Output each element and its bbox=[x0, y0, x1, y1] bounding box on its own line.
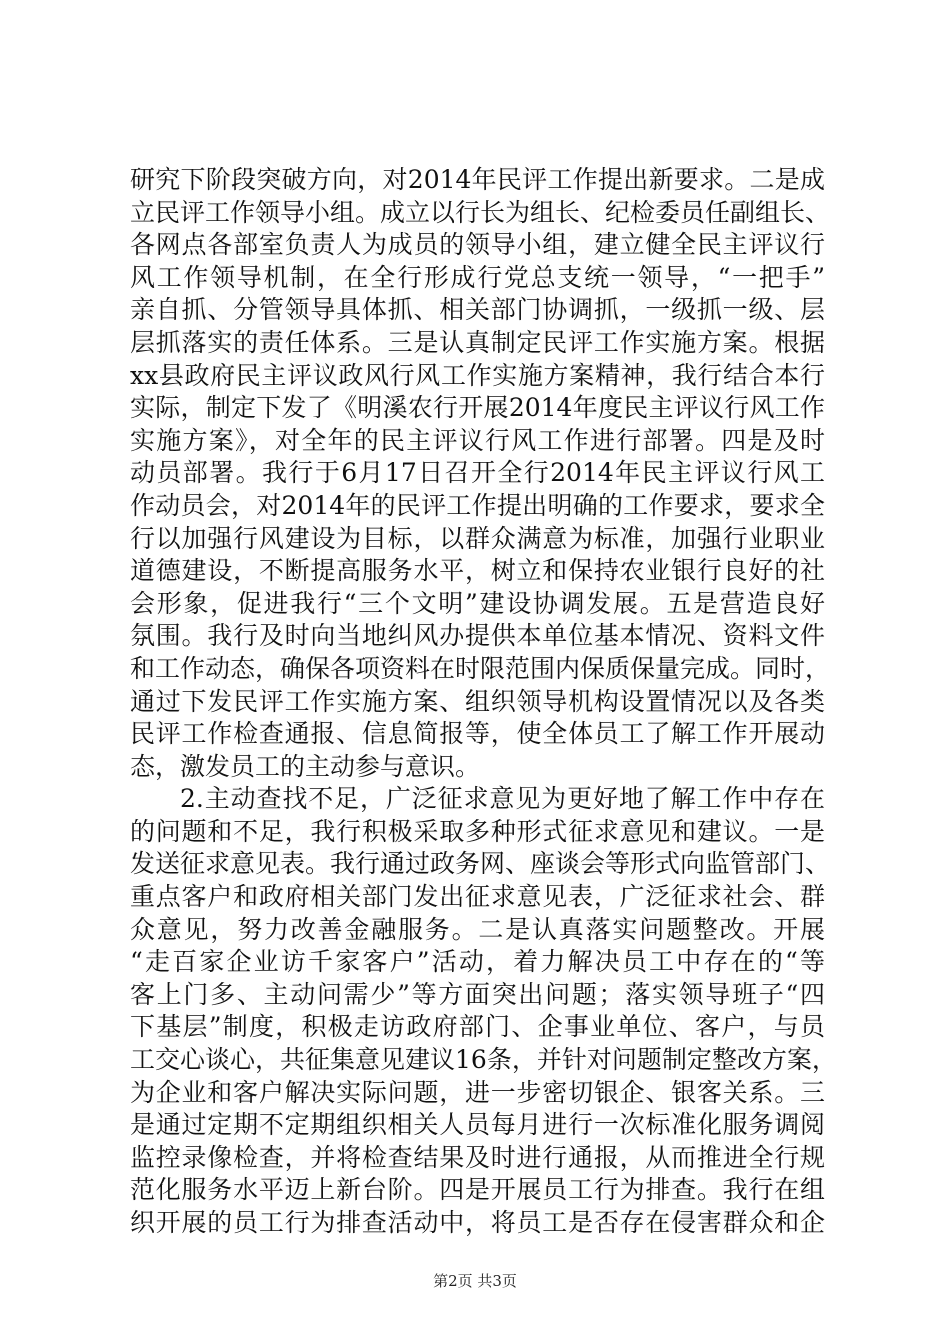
text-line: 各网点各部室负责人为成员的领导小组，建立健全民主评议行 bbox=[130, 230, 825, 260]
text-line: 监控录像检查，并将检查结果及时进行通报，从而推进全行规 bbox=[130, 1142, 825, 1172]
text-line: 范化服务水平迈上新台阶。四是开展员工行为排查。我行在组 bbox=[130, 1175, 825, 1205]
text-line: “走百家企业访千家客户”活动，着力解决员工中存在的“等 bbox=[130, 947, 825, 977]
text-line: 道德建设，不断提高服务水平，树立和保持农业银行良好的社 bbox=[130, 556, 825, 586]
text-line: 的问题和不足，我行积极采取多种形式征求意见和建议。一是 bbox=[130, 816, 825, 846]
text-line: 和工作动态，确保各项资料在时限范围内保质保量完成。同时， bbox=[130, 653, 831, 683]
text-line: 是通过定期不定期组织相关人员每月进行一次标准化服务调阅 bbox=[130, 1110, 825, 1140]
text-line: 实施方案》，对全年的民主评议行风工作进行部署。四是及时 bbox=[130, 425, 825, 455]
text-line: 客上门多、主动问需少”等方面突出问题；落实领导班子“四 bbox=[130, 979, 825, 1009]
text-line: 众意见，努力改善金融服务。二是认真落实问题整改。开展 bbox=[130, 914, 825, 944]
text-line: 亲自抓、分管领导具体抓、相关部门协调抓，一级抓一级、层 bbox=[130, 295, 825, 325]
text-line: 风工作领导机制，在全行形成行党总支统一领导，“一把手” bbox=[130, 262, 825, 292]
text-line: 层抓落实的责任体系。三是认真制定民评工作实施方案。根据 bbox=[130, 327, 825, 357]
text-line: xx县政府民主评议政风行风工作实施方案精神，我行结合本行 bbox=[130, 360, 825, 390]
text-line: 发送征求意见表。我行通过政务网、座谈会等形式向监管部门、 bbox=[130, 849, 831, 879]
text-line: 立民评工作领导小组。成立以行长为组长、纪检委员任副组长、 bbox=[130, 197, 831, 227]
text-line: 行以加强行风建设为目标，以群众满意为标准，加强行业职业 bbox=[130, 523, 825, 553]
text-line: 下基层”制度，积极走访政府部门、企事业单位、客户，与员 bbox=[130, 1012, 825, 1042]
text-line: 重点客户和政府相关部门发出征求意见表，广泛征求社会、群 bbox=[130, 882, 825, 912]
text-line: 民评工作检查通报、信息简报等，使全体员工了解工作开展动 bbox=[130, 719, 825, 749]
text-line: 织开展的员工行为排查活动中，将员工是否存在侵害群众和企 bbox=[130, 1208, 825, 1237]
text-line: 实际，制定下发了《明溪农行开展2014年度民主评议行风工作 bbox=[130, 393, 825, 423]
text-line: 作动员会，对2014年的民评工作提出明确的工作要求，要求全 bbox=[130, 490, 825, 520]
text-line: 研究下阶段突破方向，对2014年民评工作提出新要求。二是成 bbox=[130, 165, 825, 194]
page-number-footer: 第2页 共3页 bbox=[433, 1272, 517, 1290]
text-line: 氛围。我行及时向当地纠风办提供本单位基本情况、资料文件 bbox=[130, 621, 825, 651]
text-line: 通过下发民评工作实施方案、组织领导机构设置情况以及各类 bbox=[130, 686, 825, 716]
paragraph-start-line: 2.主动查找不足，广泛征求意见为更好地了解工作中存在 bbox=[180, 784, 825, 814]
text-line: 会形象，促进我行“三个文明”建设协调发展。五是营造良好 bbox=[130, 588, 825, 618]
text-line: 动员部署。我行于6月17日召开全行2014年民主评议行风工 bbox=[130, 458, 825, 488]
text-line: 为企业和客户解决实际问题，进一步密切银企、银客关系。三 bbox=[130, 1077, 825, 1107]
text-line: 工交心谈心，共征集意见建议16条，并针对问题制定整改方案， bbox=[130, 1045, 837, 1075]
text-line: 态，激发员工的主动参与意识。 bbox=[130, 751, 481, 781]
body-text bbox=[130, 164, 837, 1240]
